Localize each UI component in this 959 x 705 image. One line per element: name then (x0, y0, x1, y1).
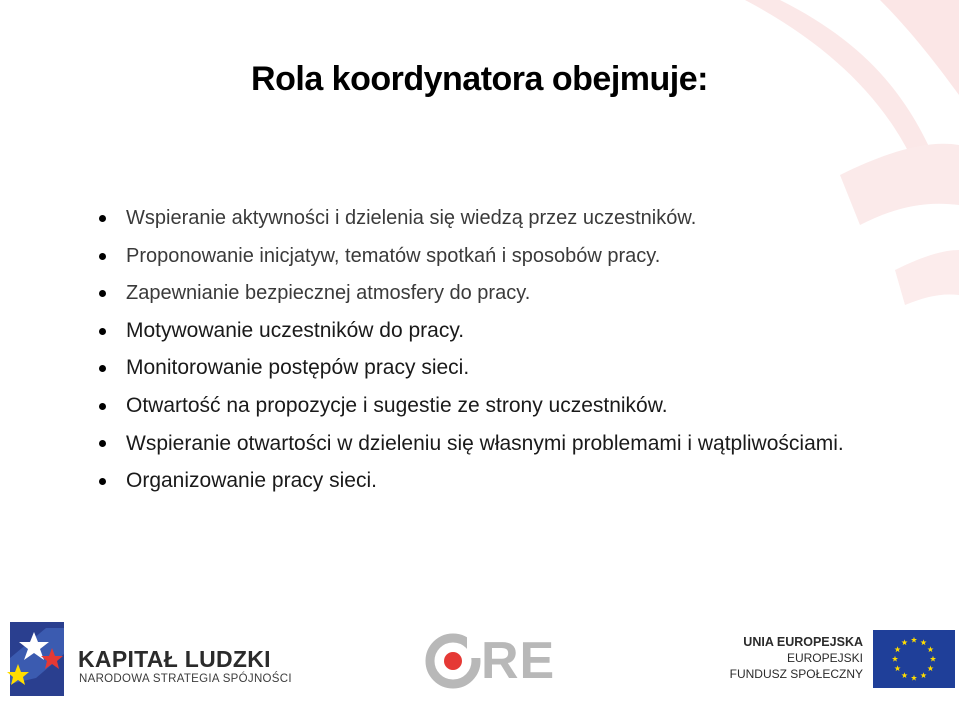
bullet-item: Wspieranie aktywności i dzielenia się wiedzą przez uczestników. (92, 202, 852, 235)
bullet-item: Otwartość na propozycje i sugestie ze strony uczestników. (92, 390, 852, 423)
ore-logo (425, 632, 555, 690)
bullet-item: Proponowanie inicjatyw, tematów spotkań i sposobów pracy. (92, 240, 852, 273)
kapital-ludzki-subtitle: NARODOWA STRATEGIA SPÓJNOŚCI (79, 673, 292, 685)
kapital-ludzki-mark-icon (6, 618, 68, 698)
ore-text: RE (481, 632, 556, 690)
bullet-item: Zapewnianie bezpiecznej atmosfery do pracy. (92, 277, 852, 310)
bullet-item: Wspieranie otwartości w dzieleniu się własnymi problemami i wątpliwościami. (92, 427, 852, 460)
slide-title: Rola koordynatora obejmuje: (251, 60, 708, 98)
eu-logo (729, 628, 955, 692)
bullet-item: Organizowanie pracy sieci. (92, 465, 852, 498)
eu-text (730, 634, 863, 682)
deco-arc-4 (895, 250, 959, 305)
ore-target-icon (425, 632, 481, 690)
kapital-ludzki-logo (6, 618, 292, 698)
bullet-list (92, 202, 852, 503)
bullet-item: Motywowanie uczestników do pracy. (92, 315, 852, 348)
eu-line-2: EUROPEJSKI (786, 651, 863, 665)
kapital-ludzki-title: KAPITAŁ LUDZKI (78, 646, 271, 672)
bullet-item: Monitorowanie postępów pracy sieci. (92, 352, 852, 385)
eu-line-1: UNIA EUROPEJSKA (743, 635, 863, 649)
eu-line-3: FUNDUSZ SPOŁECZNY (729, 667, 863, 681)
deco-arc-3 (840, 144, 959, 225)
eu-flag-icon (873, 630, 955, 688)
